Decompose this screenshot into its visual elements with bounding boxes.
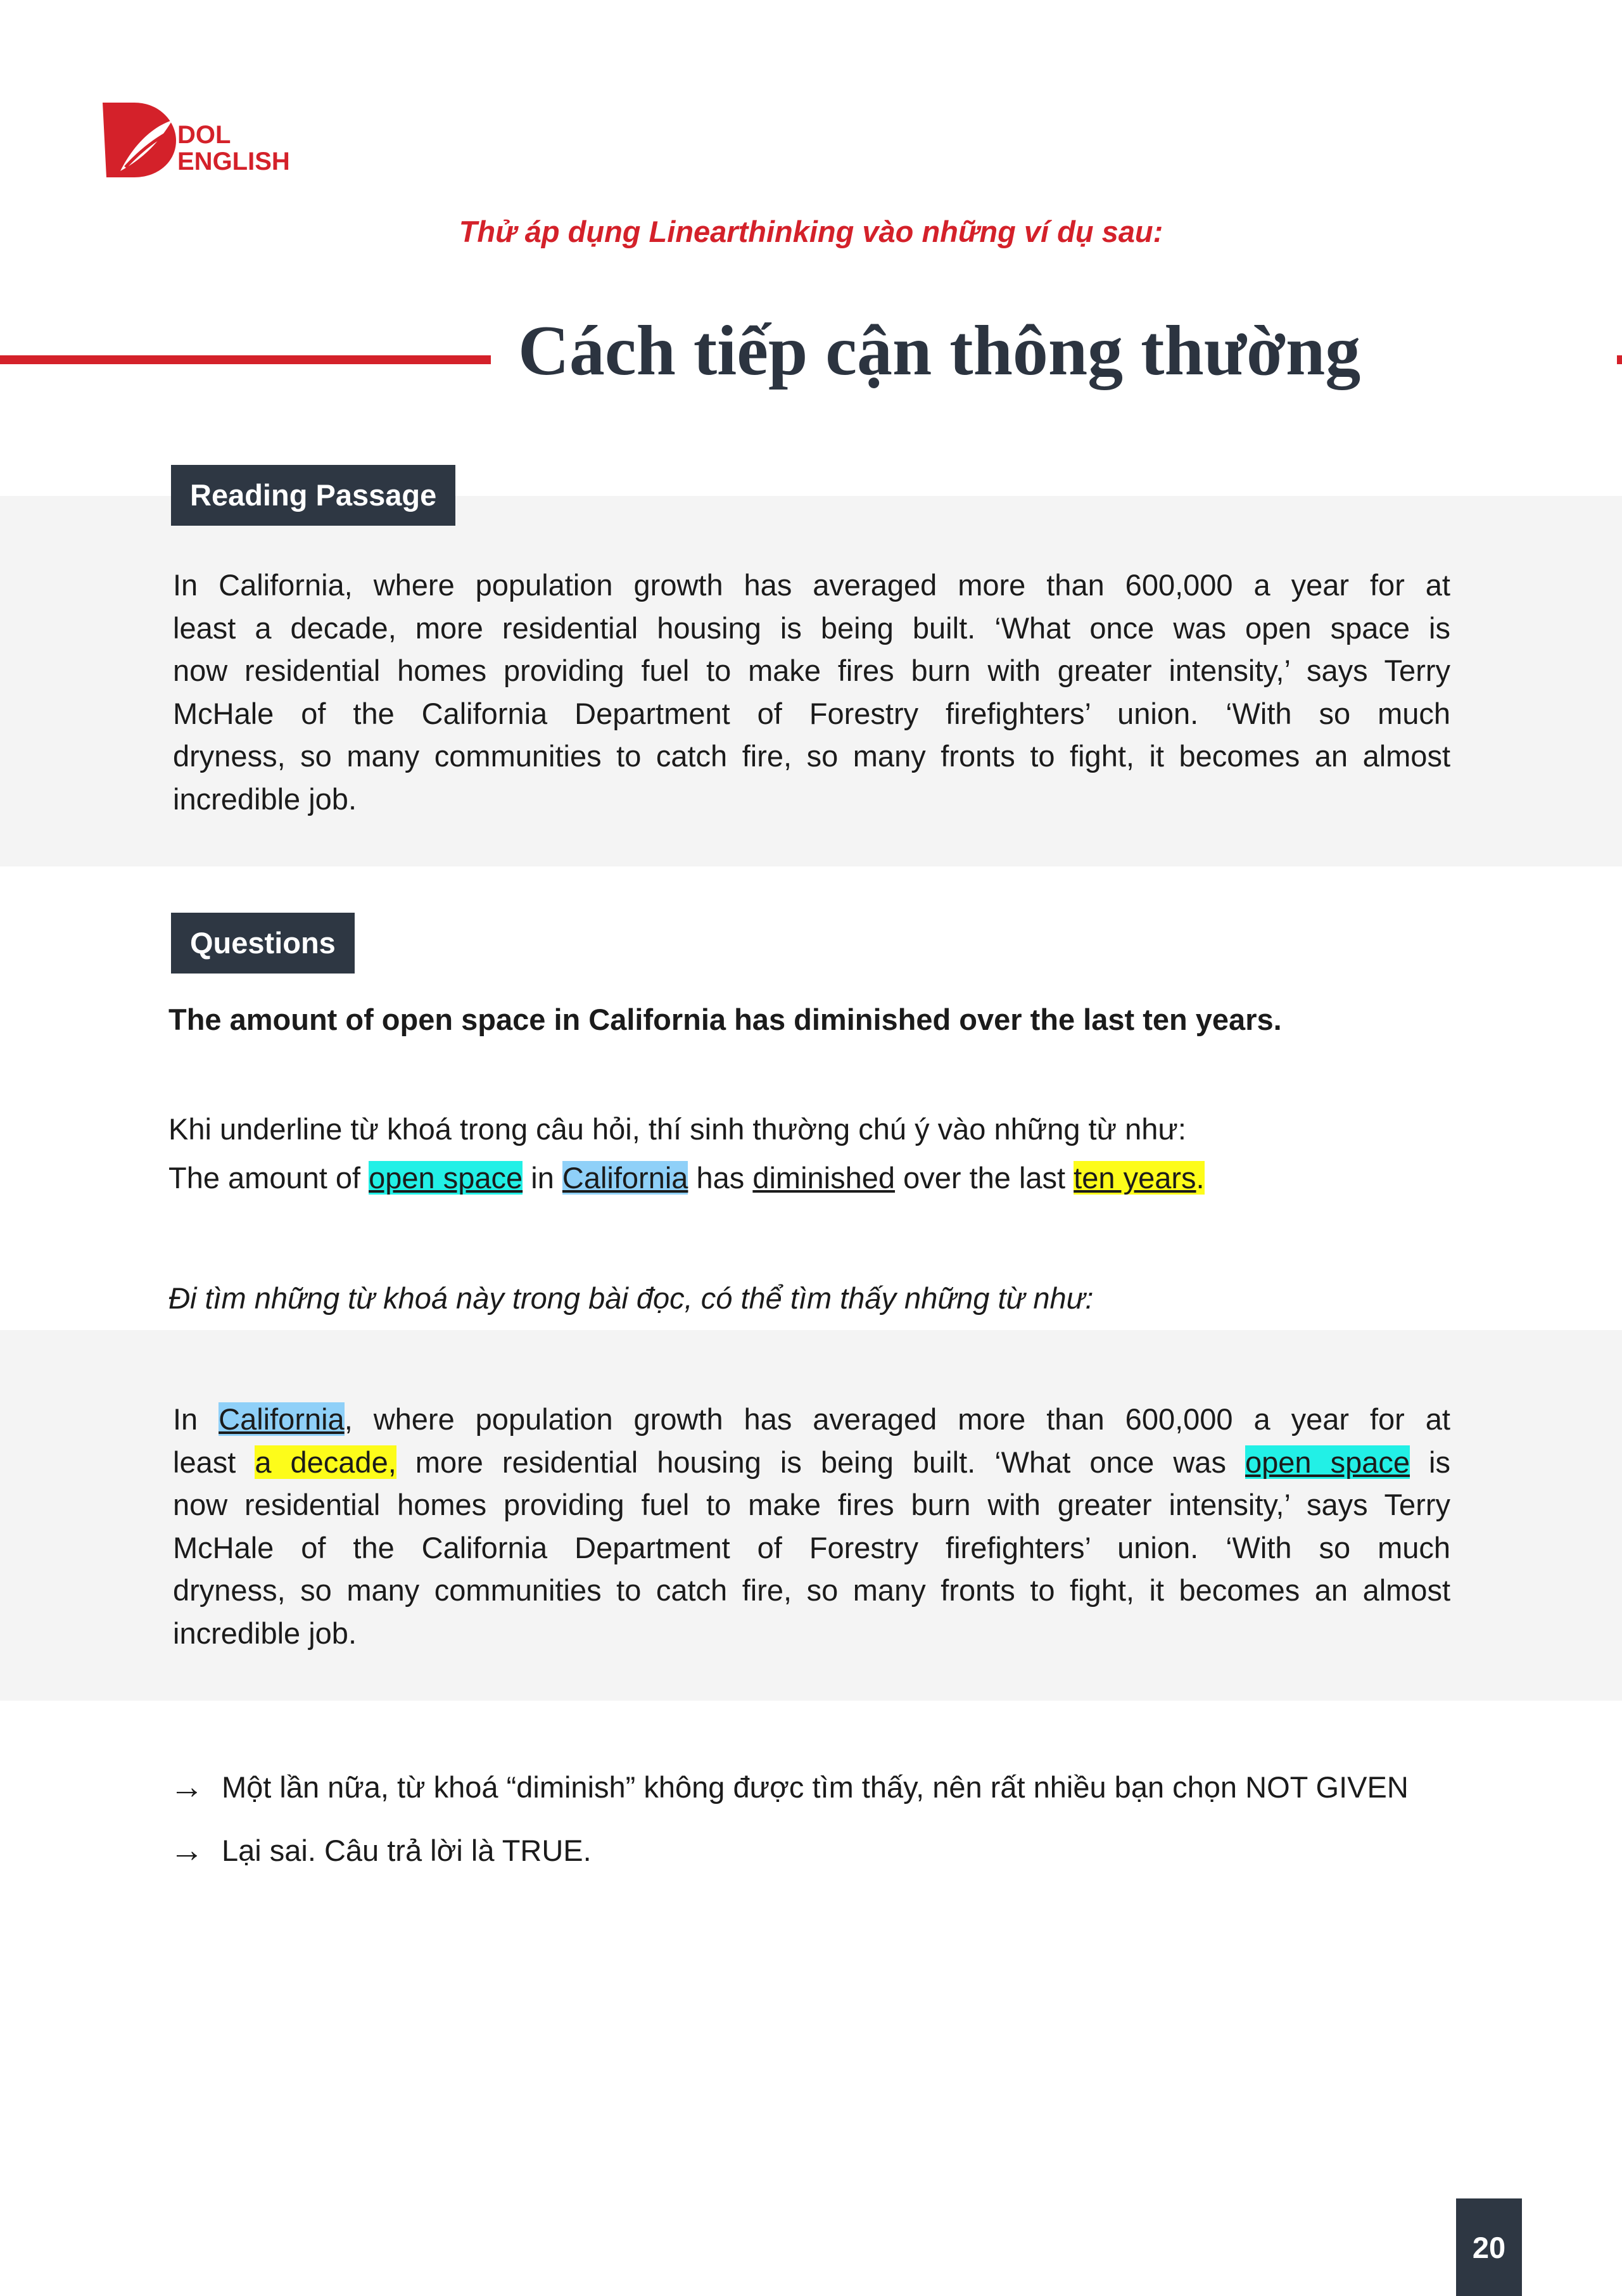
title-rule-end [1617, 355, 1622, 364]
passage-line: least a decade, more residential housing is being built. ‘What once was open space is [173, 611, 1450, 645]
sentence-part: . [1196, 1161, 1205, 1195]
underline-note: Khi underline từ khoá trong câu hỏi, thí sinh thường chú ý vào những từ như: [168, 1112, 1186, 1146]
intro-heading: Thử áp dụng Linearthinking vào những ví dụ sau: [459, 215, 1163, 248]
keyword-california: California [562, 1161, 688, 1195]
keyword-open-space: open space [369, 1161, 523, 1195]
arrow-right-icon: → [170, 1831, 204, 1869]
passage-line: In California, where population growth has averaged more than 600,000 a year for at [173, 568, 1450, 602]
highlight-open-space: open space [1245, 1445, 1410, 1479]
logo-line-1: DOL [177, 121, 231, 149]
highlighted-passage-text [173, 1398, 1450, 1654]
reading-passage-label: Reading Passage [171, 465, 455, 526]
passage-line: least a decade, more residential housing is being built. ‘What once was open space is [173, 1445, 1450, 1479]
sentence-part: The amount of [168, 1161, 369, 1195]
page-title: Cách tiếp cận thông thường [518, 312, 1361, 390]
passage-line: incredible job. [173, 782, 357, 816]
sentence-part: over the last [895, 1161, 1074, 1195]
conclusion-1 [170, 1767, 1409, 1806]
page-number: 20 [1456, 2198, 1522, 2296]
reading-passage-text [173, 564, 1450, 820]
title-rule [0, 355, 491, 364]
highlight-a-decade: a decade, [255, 1445, 396, 1479]
search-note: Đi tìm những từ khoá này trong bài đọc, có thể tìm thấy những từ như: [168, 1281, 1094, 1315]
question-statement: The amount of open space in California has diminished over the last ten years. [168, 1003, 1282, 1036]
passage-line: now residential homes providing fuel to make fires burn with greater intensity,’ says Terry [173, 1488, 1450, 1521]
conclusion-2 [170, 1830, 592, 1870]
passage-line: now residential homes providing fuel to make fires burn with greater intensity,’ says Terry [173, 654, 1450, 687]
highlight-california: California [219, 1402, 345, 1436]
keyword-ten-years: ten years [1074, 1161, 1196, 1195]
sentence-part: in [523, 1161, 562, 1195]
conclusion-text: Một lần nữa, từ khoá “diminish” không được tìm thấy, nên rất nhiều bạn chọn NOT GIVEN [222, 1770, 1409, 1804]
arrow-right-icon: → [170, 1768, 204, 1806]
conclusion-text: Lại sai. Câu trả lời là TRUE. [222, 1833, 592, 1867]
logo-wordmark [177, 122, 290, 175]
passage-line: incredible job. [173, 1616, 357, 1650]
keywords-sentence [168, 1160, 1205, 1195]
logo-line-2: ENGLISH [177, 148, 290, 175]
passage-line: In California, where population growth has averaged more than 600,000 a year for at [173, 1402, 1450, 1436]
questions-label: Questions [171, 913, 355, 974]
passage-line: McHale of the California Department of Forestry firefighters’ union. ‘With so much [173, 1530, 1450, 1564]
passage-line: McHale of the California Department of Forestry firefighters’ union. ‘With so much [173, 696, 1450, 730]
passage-line: dryness, so many communities to catch fire, so many fronts to fight, it becomes an almost [173, 1573, 1450, 1607]
passage-line: dryness, so many communities to catch fire, so many fronts to fight, it becomes an almost [173, 739, 1450, 773]
sentence-part: has [688, 1161, 753, 1195]
keyword-diminished: diminished [752, 1161, 896, 1195]
